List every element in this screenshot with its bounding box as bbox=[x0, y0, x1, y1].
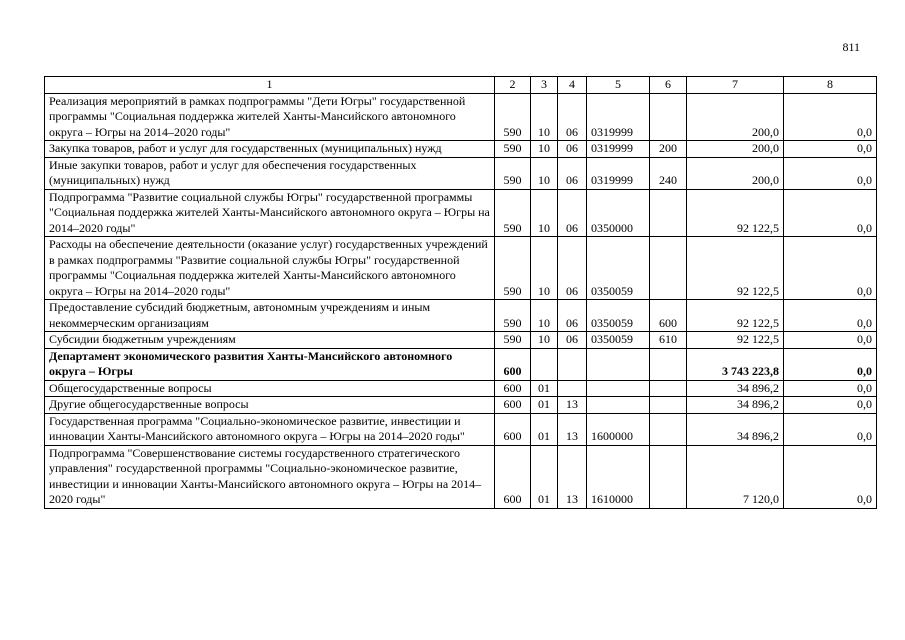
expense-type-code bbox=[650, 348, 687, 380]
secondary-amount-value: 0,0 bbox=[784, 332, 877, 349]
secondary-amount-value: 0,0 bbox=[784, 445, 877, 508]
section-code: 10 bbox=[531, 141, 558, 158]
row-name: Подпрограмма "Совершенствование системы государственного стратегического управления" государственной программы "Социально-экономическое развитие, инвестиции и инновации Ханты-Мансийского автономного округа – Югры на 2014–2020 годы" bbox=[45, 445, 495, 508]
expense-type-code bbox=[650, 237, 687, 300]
row-name: Реализация мероприятий в рамках подпрограммы "Дети Югры" государственной программы "Социальная поддержка жителей Ханты-Мансийского автономного округа – Югры на 2014–2020 годы" bbox=[45, 93, 495, 141]
secondary-amount-value: 0,0 bbox=[784, 413, 877, 445]
subsection-code: 06 bbox=[558, 141, 587, 158]
amount-value: 34 896,2 bbox=[687, 413, 784, 445]
section-code: 01 bbox=[531, 445, 558, 508]
admin-code: 600 bbox=[495, 380, 531, 397]
target-item-code: 0319999 bbox=[587, 93, 650, 141]
subsection-code: 13 bbox=[558, 397, 587, 414]
amount-value: 200,0 bbox=[687, 141, 784, 158]
secondary-amount-value: 0,0 bbox=[784, 157, 877, 189]
table-row bbox=[45, 189, 877, 237]
column-header: 7 bbox=[687, 77, 784, 94]
section-code: 10 bbox=[531, 157, 558, 189]
subsection-code: 13 bbox=[558, 445, 587, 508]
table-row bbox=[45, 141, 877, 158]
table-row bbox=[45, 332, 877, 349]
secondary-amount-value: 0,0 bbox=[784, 348, 877, 380]
admin-code: 600 bbox=[495, 445, 531, 508]
expense-type-code bbox=[650, 445, 687, 508]
target-item-code: 0350000 bbox=[587, 189, 650, 237]
table-row bbox=[45, 397, 877, 414]
admin-code: 600 bbox=[495, 348, 531, 380]
secondary-amount-value: 0,0 bbox=[784, 237, 877, 300]
row-name: Иные закупки товаров, работ и услуг для обеспечения государственных (муниципальных) нужд bbox=[45, 157, 495, 189]
secondary-amount-value: 0,0 bbox=[784, 300, 877, 332]
subsection-code: 06 bbox=[558, 237, 587, 300]
table-header-row bbox=[45, 77, 877, 94]
target-item-code bbox=[587, 348, 650, 380]
amount-value: 200,0 bbox=[687, 93, 784, 141]
expense-type-code bbox=[650, 380, 687, 397]
subsection-code: 06 bbox=[558, 157, 587, 189]
target-item-code: 0319999 bbox=[587, 157, 650, 189]
column-header: 6 bbox=[650, 77, 687, 94]
secondary-amount-value: 0,0 bbox=[784, 141, 877, 158]
section-code: 01 bbox=[531, 380, 558, 397]
target-item-code: 0319999 bbox=[587, 141, 650, 158]
expense-type-code bbox=[650, 93, 687, 141]
subsection-code: 06 bbox=[558, 189, 587, 237]
amount-value: 34 896,2 bbox=[687, 380, 784, 397]
row-name: Расходы на обеспечение деятельности (оказание услуг) государственных учреждений в рамках подпрограммы "Развитие социальной службы Югры" государственной программы "Социальная поддержка жителей Ханты-Мансийского автономного округа – Югры на 2014–2020 годы" bbox=[45, 237, 495, 300]
subsection-code bbox=[558, 348, 587, 380]
target-item-code bbox=[587, 380, 650, 397]
page-number: 811 bbox=[842, 40, 860, 54]
admin-code: 590 bbox=[495, 93, 531, 141]
secondary-amount-value: 0,0 bbox=[784, 93, 877, 141]
secondary-amount-value: 0,0 bbox=[784, 397, 877, 414]
expense-type-code: 610 bbox=[650, 332, 687, 349]
section-code: 10 bbox=[531, 237, 558, 300]
admin-code: 590 bbox=[495, 332, 531, 349]
target-item-code: 0350059 bbox=[587, 332, 650, 349]
amount-value: 92 122,5 bbox=[687, 189, 784, 237]
table-row bbox=[45, 348, 877, 380]
row-name: Предоставление субсидий бюджетным, автономным учреждениям и иным некоммерческим организациям bbox=[45, 300, 495, 332]
column-header: 1 bbox=[45, 77, 495, 94]
expense-type-code: 240 bbox=[650, 157, 687, 189]
column-header: 4 bbox=[558, 77, 587, 94]
table-body bbox=[45, 93, 877, 508]
target-item-code: 0350059 bbox=[587, 300, 650, 332]
subsection-code: 06 bbox=[558, 300, 587, 332]
row-name: Субсидии бюджетным учреждениям bbox=[45, 332, 495, 349]
section-code: 10 bbox=[531, 93, 558, 141]
row-name: Другие общегосударственные вопросы bbox=[45, 397, 495, 414]
section-code: 01 bbox=[531, 397, 558, 414]
amount-value: 34 896,2 bbox=[687, 397, 784, 414]
expense-type-code bbox=[650, 189, 687, 237]
secondary-amount-value: 0,0 bbox=[784, 380, 877, 397]
table-row bbox=[45, 237, 877, 300]
table-row bbox=[45, 157, 877, 189]
admin-code: 590 bbox=[495, 141, 531, 158]
budget-table bbox=[44, 76, 877, 509]
target-item-code: 0350059 bbox=[587, 237, 650, 300]
column-header: 8 bbox=[784, 77, 877, 94]
admin-code: 590 bbox=[495, 189, 531, 237]
target-item-code bbox=[587, 397, 650, 414]
secondary-amount-value: 0,0 bbox=[784, 189, 877, 237]
table-row bbox=[45, 93, 877, 141]
row-name: Государственная программа "Социально-экономическое развитие, инвестиции и инновации Ханты-Мансийского автономного округа – Югры на 2014–2020 годы" bbox=[45, 413, 495, 445]
target-item-code: 1610000 bbox=[587, 445, 650, 508]
table-row bbox=[45, 380, 877, 397]
amount-value: 3 743 223,8 bbox=[687, 348, 784, 380]
column-header: 2 bbox=[495, 77, 531, 94]
subsection-code: 13 bbox=[558, 413, 587, 445]
admin-code: 590 bbox=[495, 300, 531, 332]
amount-value: 200,0 bbox=[687, 157, 784, 189]
row-name: Закупка товаров, работ и услуг для государственных (муниципальных) нужд bbox=[45, 141, 495, 158]
expense-type-code bbox=[650, 397, 687, 414]
expense-type-code: 600 bbox=[650, 300, 687, 332]
amount-value: 92 122,5 bbox=[687, 300, 784, 332]
table-row bbox=[45, 445, 877, 508]
column-header: 5 bbox=[587, 77, 650, 94]
subsection-code: 06 bbox=[558, 93, 587, 141]
amount-value: 92 122,5 bbox=[687, 332, 784, 349]
section-code: 10 bbox=[531, 332, 558, 349]
amount-value: 7 120,0 bbox=[687, 445, 784, 508]
section-code bbox=[531, 348, 558, 380]
expense-type-code bbox=[650, 413, 687, 445]
section-code: 10 bbox=[531, 300, 558, 332]
row-name: Общегосударственные вопросы bbox=[45, 380, 495, 397]
column-header: 3 bbox=[531, 77, 558, 94]
subsection-code bbox=[558, 380, 587, 397]
table-row bbox=[45, 413, 877, 445]
subsection-code: 06 bbox=[558, 332, 587, 349]
row-name: Подпрограмма "Развитие социальной службы Югры" государственной программы "Социальная поддержка жителей Ханты-Мансийского автономного округа – Югры на 2014–2020 годы" bbox=[45, 189, 495, 237]
section-code: 01 bbox=[531, 413, 558, 445]
admin-code: 600 bbox=[495, 413, 531, 445]
admin-code: 590 bbox=[495, 237, 531, 300]
section-code: 10 bbox=[531, 189, 558, 237]
amount-value: 92 122,5 bbox=[687, 237, 784, 300]
target-item-code: 1600000 bbox=[587, 413, 650, 445]
table-row bbox=[45, 300, 877, 332]
admin-code: 600 bbox=[495, 397, 531, 414]
expense-type-code: 200 bbox=[650, 141, 687, 158]
row-name: Департамент экономического развития Ханты-Мансийского автономного округа – Югры bbox=[45, 348, 495, 380]
admin-code: 590 bbox=[495, 157, 531, 189]
